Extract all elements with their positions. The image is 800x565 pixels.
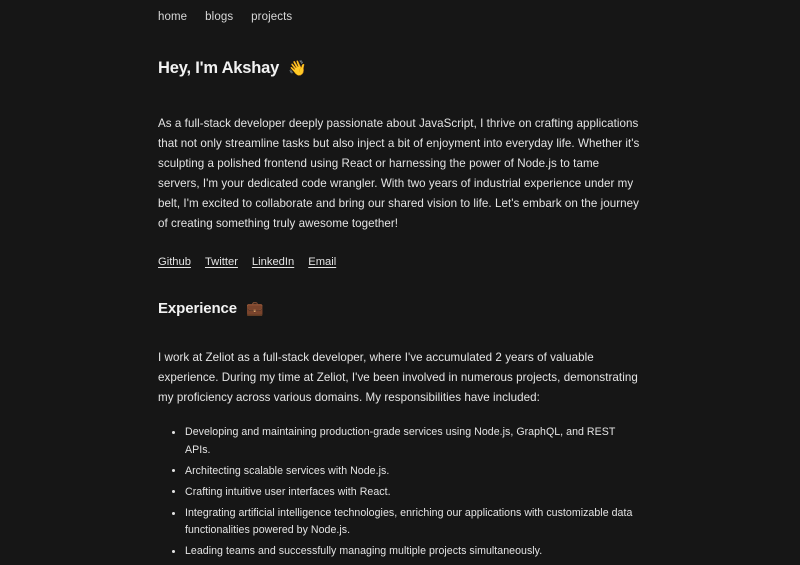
list-item: Architecting scalable services with Node.js. [185, 463, 642, 480]
briefcase-emoji: 💼 [246, 300, 264, 317]
main-navigation [158, 0, 642, 23]
list-item: Integrating artificial intelligence technologies, enriching our applications with customizable data functionalities powered by Node.js. [185, 505, 642, 539]
experience-heading-text: Experience [158, 299, 238, 317]
list-item: Developing and maintaining production-grade services using Node.js, GraphQL, and REST APIs. [185, 424, 642, 458]
social-link-github[interactable]: Github [158, 255, 191, 268]
intro-paragraph: As a full-stack developer deeply passionate about JavaScript, I thrive on crafting applications that not only streamline tasks but also inject a bit of enjoyment into everyday life. Whether it's sculpting a polished frontend using React or harnessing the power of Node.js to tame servers, I'm your dedicated code wrangler. With two years of industrial experience under my belt, I'm excited to collaborate and bring our shared vision to life. Let's embark on the journey of creating something truly awesome together! [158, 117, 640, 230]
experience-list [158, 424, 642, 560]
nav-item-home[interactable]: home [158, 11, 188, 23]
social-link-email[interactable]: Email [308, 255, 337, 268]
experience-heading [158, 300, 642, 317]
experience-paragraph: I work at Zeliot as a full-stack developer, where I've accumulated 2 years of valuable experience. During my time at Zeliot, I've been involved in numerous projects, demonstrating my proficiency across various domains. My responsibilities have included: [158, 350, 638, 404]
waving-hand-emoji: 👋 [288, 60, 307, 77]
social-link-twitter[interactable]: Twitter [204, 255, 238, 268]
list-item: Crafting intuitive user interfaces with React. [185, 484, 642, 501]
nav-item-blogs[interactable]: blogs [205, 11, 234, 23]
list-item: Leading teams and successfully managing multiple projects simultaneously. [185, 543, 642, 560]
page-title [158, 59, 642, 78]
social-links [158, 256, 642, 268]
page-title-text: Hey, I'm Akshay [158, 59, 280, 77]
content-column [158, 0, 642, 565]
social-link-linkedin[interactable]: LinkedIn [251, 255, 295, 268]
nav-item-projects[interactable]: projects [251, 11, 293, 23]
